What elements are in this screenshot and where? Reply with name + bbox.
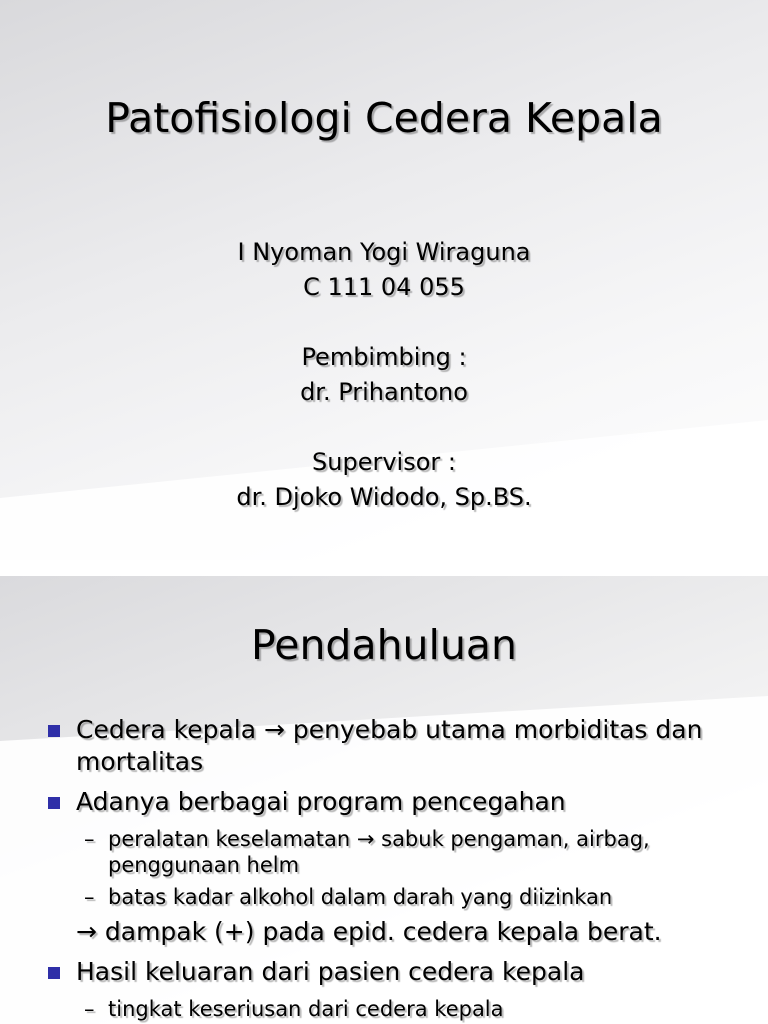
continuation-text: → dampak (+) pada epid. cedera kepala berat. bbox=[76, 917, 662, 946]
sub-bullet-text: tingkat keseriusan dari cedera kepala bbox=[108, 997, 504, 1021]
bullet-text: Adanya berbagai program pencegahan bbox=[76, 787, 566, 816]
bullet-square-icon bbox=[48, 725, 60, 737]
spacer bbox=[0, 410, 768, 445]
dash-icon: – bbox=[84, 827, 95, 851]
supervisor-name: dr. Djoko Widodo, Sp.BS. bbox=[236, 483, 532, 511]
bullet-item bbox=[46, 714, 746, 778]
bullet-square-icon bbox=[48, 967, 60, 979]
dash-icon: – bbox=[84, 997, 95, 1021]
slide-2 bbox=[0, 576, 768, 1024]
sub-bullet-text: peralatan keselamatan → sabuk pengaman, airbag, penggunaan helm bbox=[108, 827, 650, 877]
author-name: I Nyoman Yogi Wiraguna bbox=[237, 238, 531, 266]
author-block bbox=[0, 235, 768, 515]
dash-icon: – bbox=[84, 885, 95, 909]
slide-title: Pendahuluan bbox=[250, 621, 518, 669]
sub-bullet-item bbox=[46, 996, 746, 1022]
sub-bullet-item bbox=[46, 826, 746, 878]
spacer bbox=[0, 305, 768, 340]
bullet-text: Hasil keluaran dari pasien cedera kepala bbox=[76, 957, 585, 986]
sub-bullet-item bbox=[46, 884, 746, 910]
slide-title: Patofisiologi Cedera Kepala bbox=[105, 94, 663, 142]
advisor-label: Pembimbing : bbox=[301, 343, 467, 371]
bullet-list bbox=[46, 714, 746, 1024]
bullet-item bbox=[46, 786, 746, 818]
advisor-name: dr. Prihantono bbox=[300, 378, 468, 406]
bullet-item bbox=[46, 956, 746, 988]
student-id: C 111 04 055 bbox=[303, 273, 465, 301]
bullet-text: Cedera kepala → penyebab utama morbiditas dan mortalitas bbox=[76, 715, 703, 776]
bullet-square-icon bbox=[48, 797, 60, 809]
sub-bullet-text: batas kadar alkohol dalam darah yang diizinkan bbox=[108, 885, 613, 909]
supervisor-label: Supervisor : bbox=[312, 448, 456, 476]
